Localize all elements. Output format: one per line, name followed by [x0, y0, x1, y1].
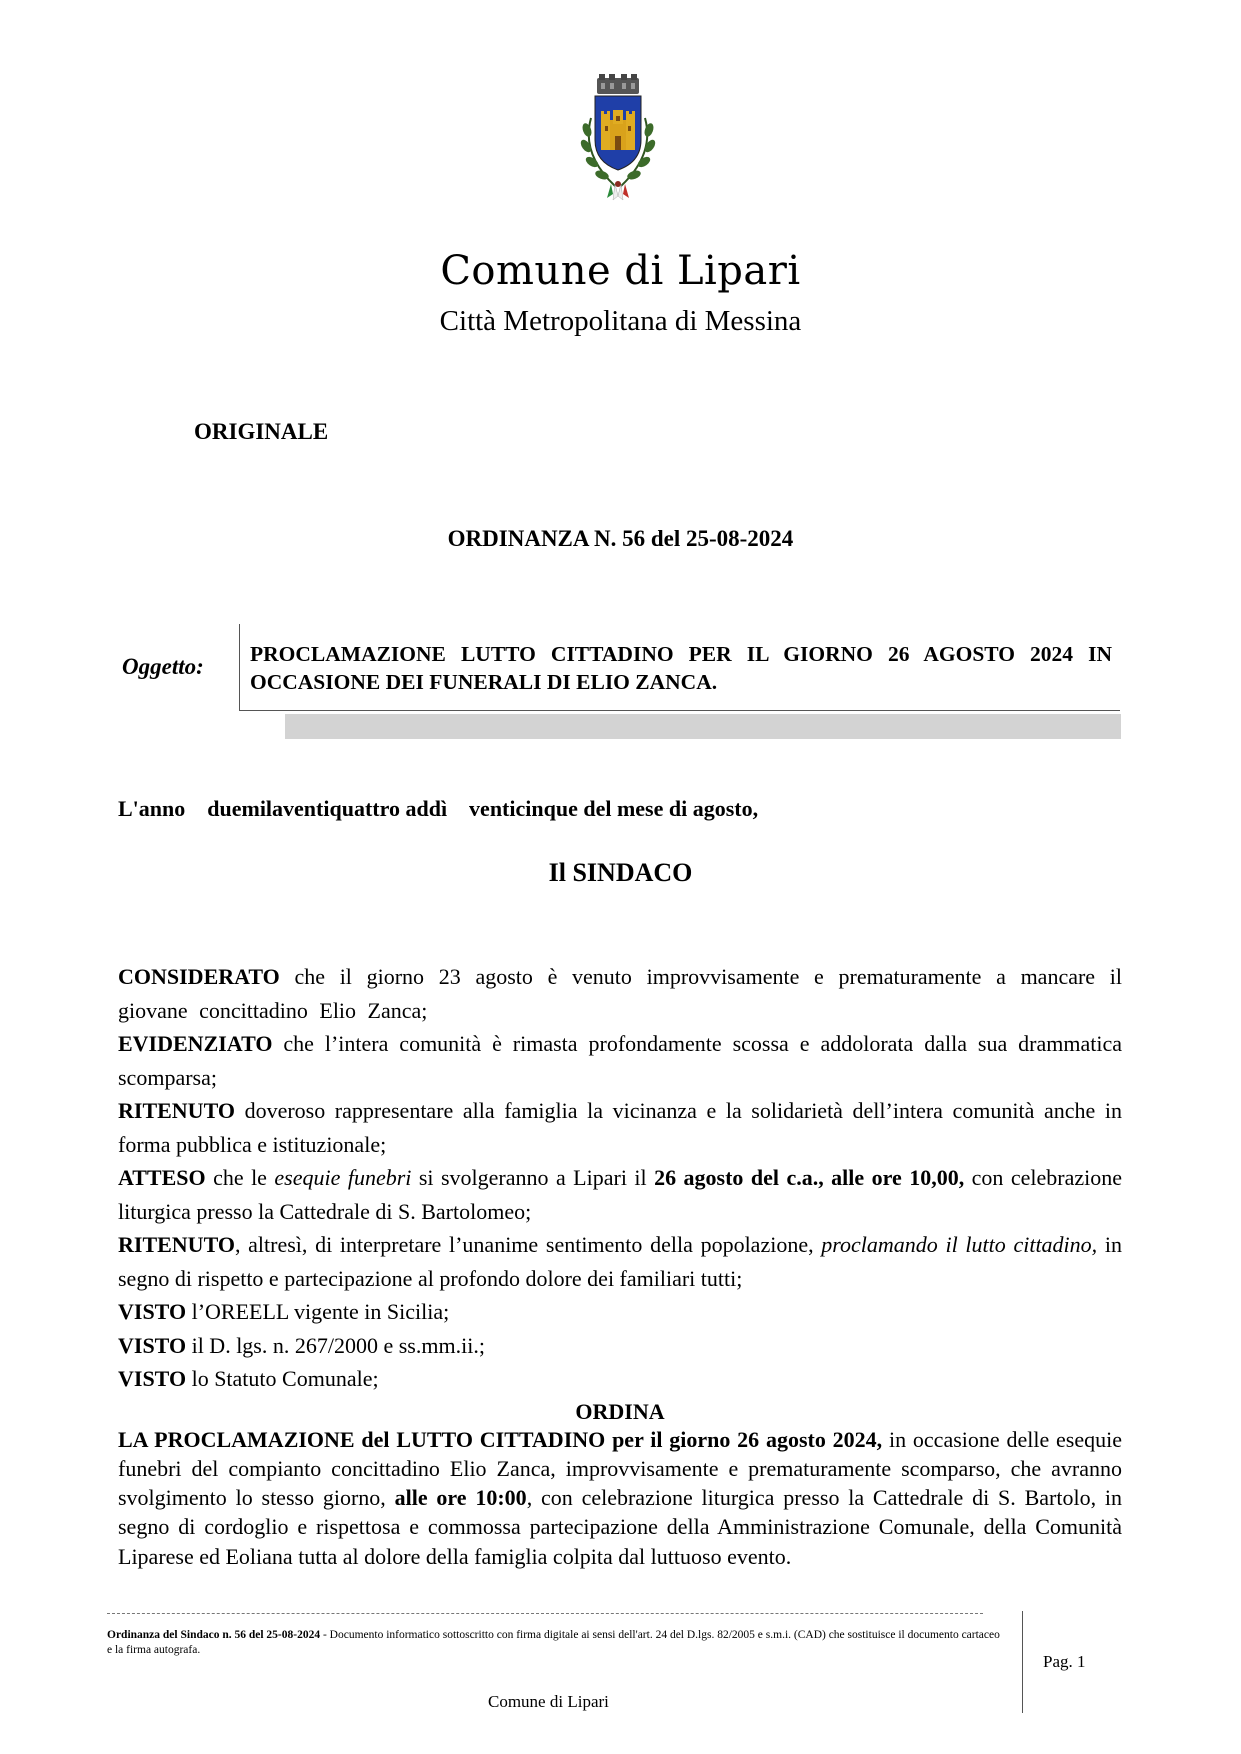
paragraph-italic: proclamando il lutto cittadino,	[821, 1232, 1098, 1257]
page-number: Pag. 1	[1043, 1652, 1086, 1671]
paragraph-text: il D. lgs. n. 267/2000 e ss.mm.ii.;	[186, 1332, 485, 1358]
paragraph-text: in segno di rispetto e partecipazione al profondo dolore dei familiari tutti;	[118, 1232, 1122, 1291]
paragraph-italic: esequie funebri	[274, 1165, 412, 1190]
paragraph-text: , altresì, di interpretare l’unanime sentimento della popolazione,	[234, 1232, 822, 1257]
paragraph-text: che il giorno 23 agosto è venuto improvvisamente e prematuramente a mancare il giovane concittadino Elio Zanca;	[118, 964, 1122, 1023]
paragraph-head: VISTO	[118, 1366, 187, 1391]
ordinance-number: ORDINANZA N. 56 del 25-08-2024	[447, 526, 794, 551]
paragraph-head: EVIDENZIATO	[118, 1031, 273, 1056]
municipal-coat-of-arms-icon	[577, 74, 659, 202]
paragraph-text: lo Statuto Comunale;	[186, 1366, 379, 1391]
paragraph-head: ATTESO	[118, 1165, 206, 1190]
municipality-title: Comune di Lipari	[440, 248, 801, 294]
paragraph-proclamazione	[118, 1425, 1122, 1571]
document-status: ORIGINALE	[194, 419, 329, 444]
paragraph-visto-oreell	[118, 1295, 1122, 1329]
paragraph-text: in occasione delle esequie funebri del compianto concittadino Elio Zanca, improvvisamente e prematuramente scomparso, che avranno svolgimento lo stesso giorno,	[118, 1426, 1122, 1511]
ordina-heading: ORDINA	[575, 1398, 665, 1424]
paragraph-text: si svolgeranno a Lipari il	[411, 1165, 655, 1190]
date-line: L'anno duemilaventiquattro addì venticinque del mese di agosto,	[118, 796, 759, 821]
oggetto-text: PROCLAMAZIONE LUTTO CITTADINO PER IL GIORNO 26 AGOSTO 2024 IN OCCASIONE DEI FUNERALI DI ELIO ZANCA.	[250, 642, 1112, 694]
tricolor-ribbon	[607, 181, 629, 200]
paragraph-atteso	[118, 1161, 1122, 1228]
footer-ref-text: - Documento informatico sottoscritto con firma digitale ai sensi dell'art. 24 del D.lgs. 82/2005 e s.m.i. (CAD) che sostituisce il documento cartaceo e la firma autografa.	[107, 1629, 1000, 1656]
paragraph-text: , con celebrazione liturgica presso la Cattedrale di S. Bartolo, in segno di cordoglio e rispettosa e commossa partecipazione della Amministrazione Comunale, della Comunità Liparese ed Eoliana tutta al dolore della famiglia colpita dal luttuoso evento.	[118, 1485, 1122, 1569]
oggetto-shadow-bar	[285, 714, 1121, 739]
sindaco-heading: Il SINDACO	[548, 858, 693, 887]
paragraph-text: l’OREELL vigente in Sicilia;	[186, 1299, 450, 1324]
paragraph-text: doveroso rappresentare alla famiglia la vicinanza e la solidarietà dell’intera comunità anche in forma pubblica e istituzionale;	[118, 1098, 1122, 1157]
municipality-subtitle: Città Metropolitana di Messina	[439, 305, 802, 337]
mural-crown	[597, 74, 639, 94]
paragraph-visto-dlgs	[118, 1329, 1122, 1363]
paragraph-head: VISTO	[118, 1299, 187, 1324]
document-body	[118, 960, 1122, 1571]
paragraph-visto-statuto	[118, 1362, 1122, 1396]
paragraph-ritenuto-altresi	[118, 1228, 1122, 1295]
paragraph-head: VISTO	[118, 1332, 187, 1358]
footer-reference	[107, 1628, 1007, 1658]
paragraph-bold: LA PROCLAMAZIONE del LUTTO CITTADINO per il giorno 26 agosto 2024,	[118, 1426, 883, 1452]
footer-vertical-divider	[1022, 1611, 1023, 1713]
paragraph-text: con celebrazione liturgica presso la Cattedrale di S. Bartolomeo;	[118, 1165, 1123, 1224]
oggetto-label: Oggetto:	[122, 654, 204, 679]
paragraph-head: RITENUTO	[118, 1232, 235, 1257]
paragraph-evidenziato	[118, 1027, 1122, 1094]
paragraph-ritenuto	[118, 1094, 1122, 1161]
footer-ref-bold: Ordinanza del Sindaco n. 56 del 25-08-2024	[107, 1629, 321, 1641]
paragraph-text: che le	[205, 1165, 275, 1190]
footer-divider	[107, 1613, 983, 1614]
paragraph-head: RITENUTO	[118, 1098, 235, 1123]
paragraph-bold: 26 agosto del c.a., alle ore 10,00,	[654, 1165, 965, 1190]
paragraph-text: che l’intera comunità è rimasta profondamente scossa e addolorata dalla sua drammatica scomparsa;	[118, 1031, 1122, 1090]
footer-comune: Comune di Lipari	[488, 1692, 609, 1711]
paragraph-head: CONSIDERATO	[118, 964, 280, 989]
castle	[601, 110, 635, 150]
paragraph-bold: alle ore 10:00	[394, 1485, 527, 1511]
paragraph-considerato	[118, 960, 1122, 1027]
